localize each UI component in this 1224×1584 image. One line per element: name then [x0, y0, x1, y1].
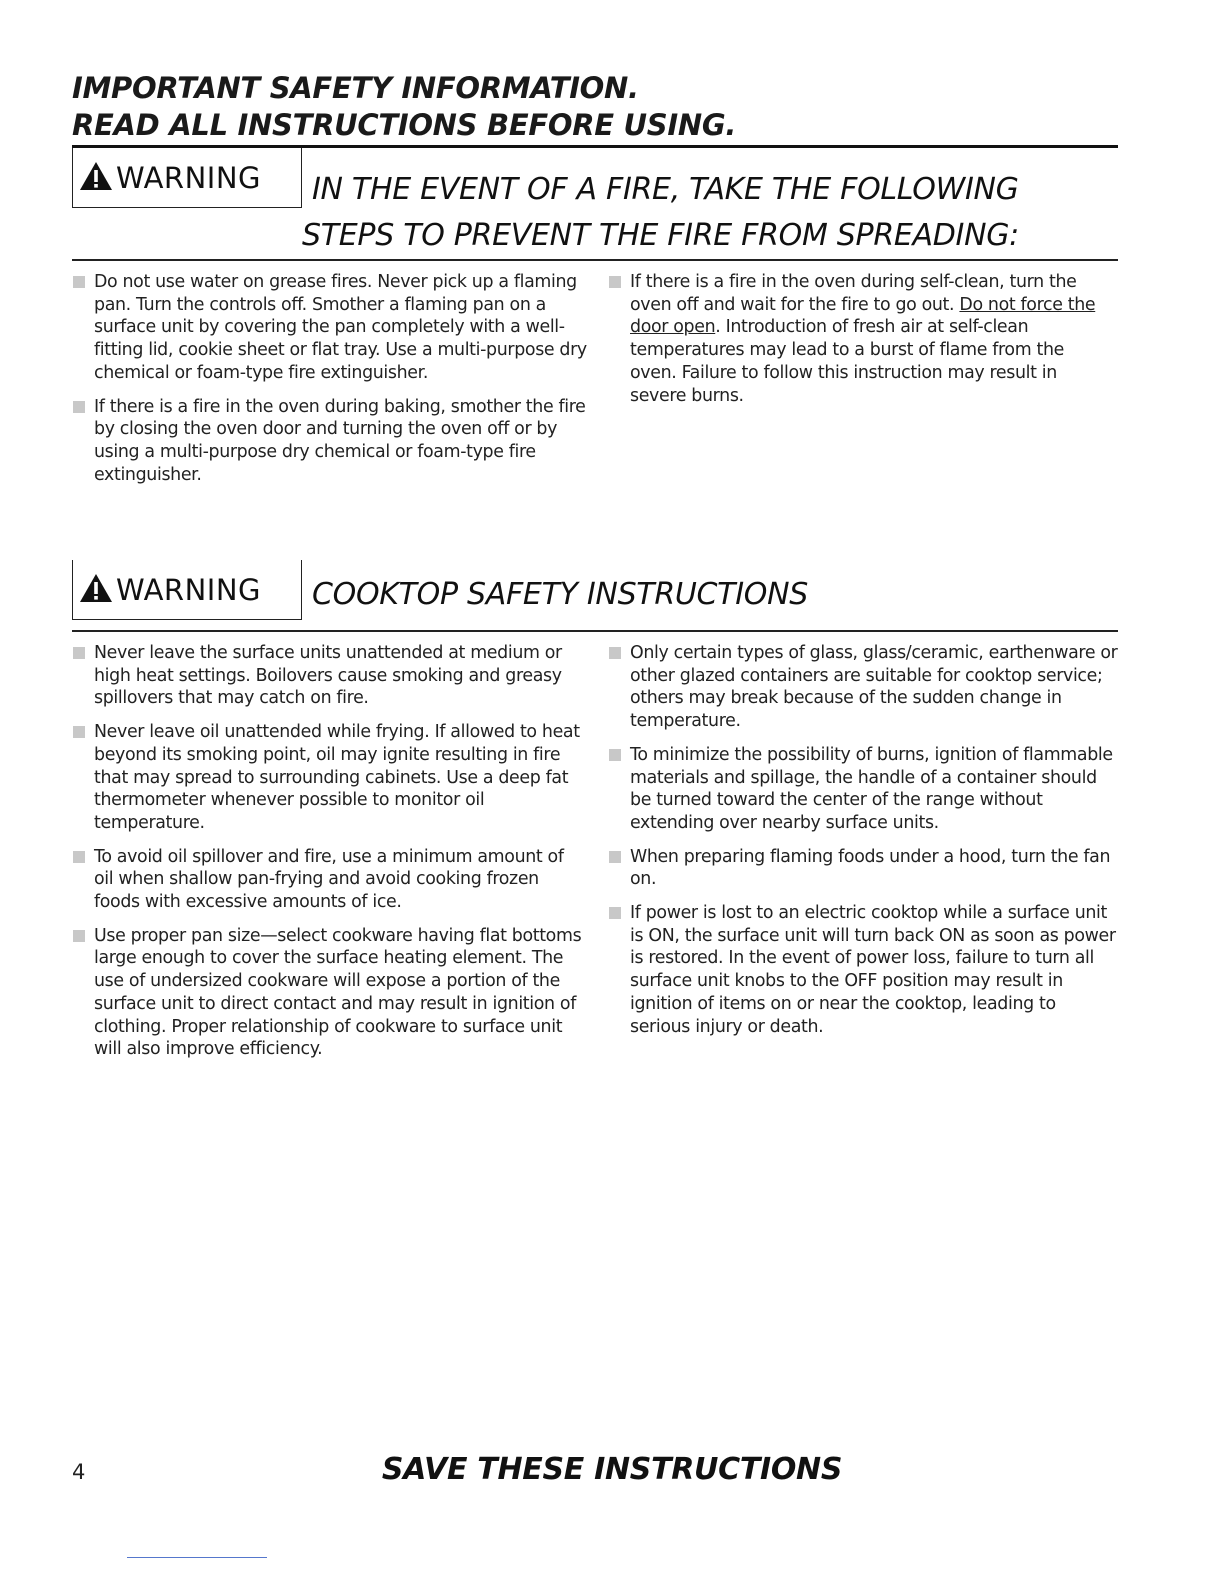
bullet-square	[73, 401, 85, 413]
warning-label: WARNING	[116, 160, 261, 195]
list-item: If there is a fire in the oven during self-clean, turn the oven off and wait for the fire to go out. Do not force the door open. Introduction of fresh air at self-clean temperatures may lead to a burst of flame from the oven. Failure to follow this instruction may result in severe burns.	[608, 271, 1108, 407]
list-item: Use proper pan size—select cookware having flat bottoms large enough to cover the surface heating element. The use of undersized cookware will expose a portion of the surface unit to direct contact and may result in ignition of clothing. Proper relationship of cookware to surface unit will also improve efficiency.	[72, 925, 587, 1061]
bullet-square	[609, 647, 621, 659]
list-item: Never leave oil unattended while frying. If allowed to heat beyond its smoking point, oil may ignite resulting in fire that may spread to surrounding cabinets. Use a deep fat thermometer whenever possible to monitor oil temperature.	[72, 721, 587, 835]
fire-right-column	[608, 271, 1108, 418]
bullet-square	[609, 851, 621, 863]
bullet-square	[73, 647, 85, 659]
header-title-line1: IMPORTANT SAFETY INFORMATION.	[72, 71, 639, 105]
bullet-square	[73, 726, 85, 738]
underlined-warning: Do not force the door open	[630, 294, 1096, 338]
warning-box-fire	[72, 148, 302, 208]
list-item: Only certain types of glass, glass/ceramic, earthenware or other glazed containers are suitable for cooktop service; others may break because of the sudden change in temperature.	[608, 642, 1118, 733]
fire-left-column	[72, 271, 587, 497]
footer-title: SAVE THESE INSTRUCTIONS	[381, 1452, 843, 1487]
header-title-line2: READ ALL INSTRUCTIONS BEFORE USING.	[72, 108, 737, 142]
bullet-square	[609, 907, 621, 919]
cooktop-right-column	[608, 642, 1118, 1049]
bullet-square	[609, 749, 621, 761]
fire-heading-line1: IN THE EVENT OF A FIRE, TAKE THE FOLLOWING	[312, 172, 1019, 207]
list-item: If there is a fire in the oven during baking, smother the fire by closing the oven door and turning the oven off or by using a multi-purpose dry chemical or foam-type fire extinguisher.	[72, 396, 587, 487]
fire-heading-line2: STEPS TO PREVENT THE FIRE FROM SPREADING:	[302, 218, 1019, 253]
warning-box-cooktop	[72, 560, 302, 620]
cooktop-left-column	[72, 642, 587, 1072]
list-item: If power is lost to an electric cooktop while a surface unit is ON, the surface unit will turn back ON as soon as power is restored. In the event of power loss, failure to turn all surface unit knobs to the OFF position may result in ignition of items on or near the cooktop, leading to serious injury or death.	[608, 902, 1118, 1038]
warning-triangle-icon	[79, 161, 113, 195]
decorative-line	[127, 1557, 267, 1558]
bullet-square	[73, 851, 85, 863]
bullet-square	[73, 930, 85, 942]
warning-label: WARNING	[116, 572, 261, 607]
list-item: To avoid oil spillover and fire, use a minimum amount of oil when shallow pan-frying and avoid cooking frozen foods with excessive amounts of ice.	[72, 846, 587, 914]
list-item: Do not use water on grease fires. Never pick up a flaming pan. Turn the controls off. Smother a flaming pan on a surface unit by covering the pan completely with a well-fitting lid, cookie sheet or flat tray. Use a multi-purpose dry chemical or foam-type fire extinguisher.	[72, 271, 587, 385]
section1-rule	[72, 259, 1118, 261]
bullet-square	[609, 276, 621, 288]
page-number: 4	[72, 1460, 86, 1484]
cooktop-heading: COOKTOP SAFETY INSTRUCTIONS	[312, 577, 808, 612]
section2-rule	[72, 630, 1118, 632]
page-header	[72, 70, 1118, 144]
warning-triangle-icon	[79, 573, 113, 607]
list-item: To minimize the possibility of burns, ignition of flammable materials and spillage, the handle of a container should be turned toward the center of the range without extending over nearby surface units.	[608, 744, 1118, 835]
list-item: Never leave the surface units unattended at medium or high heat settings. Boilovers cause smoking and greasy spillovers that may catch on fire.	[72, 642, 587, 710]
bullet-square	[73, 276, 85, 288]
list-item: When preparing flaming foods under a hood, turn the fan on.	[608, 846, 1118, 891]
